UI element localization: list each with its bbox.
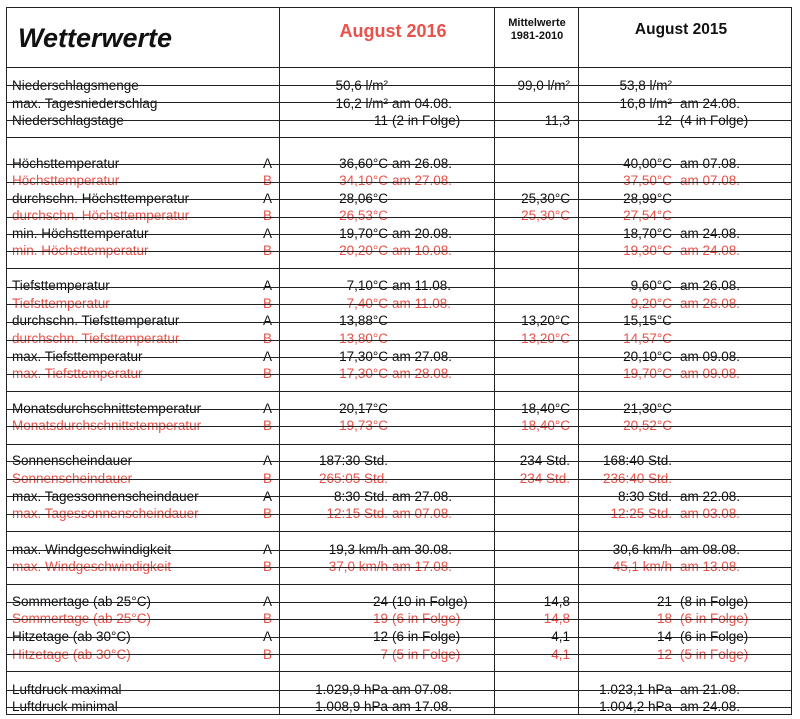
value-2015: 45,1 km/h [612, 559, 672, 574]
value-2016: 28,06°C [339, 191, 388, 206]
detail-2016: (5 in Folge) [392, 647, 461, 662]
station-marker: B [263, 418, 273, 433]
row-divider [6, 199, 792, 200]
station-marker: A [263, 278, 273, 293]
row-label: Sonnenscheindauer [12, 471, 133, 486]
table-title: Wetterwerte [18, 23, 173, 53]
value-mittelwert: 4,1 [551, 629, 570, 644]
row-divider [6, 514, 792, 515]
detail-2015: am 24.08. [680, 96, 741, 111]
row-divider [6, 340, 792, 341]
value-2015: 9,20°C [630, 296, 672, 311]
detail-2016: am 10.08. [392, 243, 453, 258]
row-divider [6, 690, 792, 691]
detail-2016: am 20.08. [392, 226, 453, 241]
station-marker: B [263, 331, 273, 346]
row-divider [6, 357, 792, 358]
detail-2015: (5 in Folge) [680, 647, 749, 662]
value-2016: 16,2 l/m² [335, 96, 388, 111]
detail-2016: am 17.08. [392, 559, 453, 574]
value-2016: 50,6 l/m² [335, 78, 388, 93]
value-2016: 1.029,9 hPa [315, 682, 388, 697]
value-2015: 37,50°C [623, 173, 672, 188]
value-2015: 236:40 Std. [602, 471, 672, 486]
row-divider [6, 707, 792, 708]
value-2016: 17,30°C [339, 366, 388, 381]
row-divider [6, 584, 792, 585]
value-mittelwert: 99,0 l/m² [517, 78, 570, 93]
detail-2016: am 07.08. [392, 506, 453, 521]
detail-2016: am 17.08. [392, 699, 453, 714]
value-mittelwert: 14,8 [543, 611, 570, 626]
row-label: Tiefsttemperatur [12, 296, 110, 311]
row-divider [6, 461, 792, 462]
value-2015: 19,30°C [623, 243, 672, 258]
row-label: Monatsdurchschnittstemperatur [12, 401, 202, 416]
row-divider [6, 567, 792, 568]
value-mittelwert: 25,30°C [521, 208, 570, 223]
row-label: max. Tagessonnenscheindauer [12, 489, 199, 504]
row-divider [6, 602, 792, 603]
detail-2015: am 26.08. [680, 278, 741, 293]
row-divider [6, 322, 792, 323]
row-divider [6, 85, 792, 86]
value-2015: 20,10°C [623, 349, 672, 364]
column-divider [494, 7, 495, 715]
detail-2016: am 04.08. [392, 96, 453, 111]
station-marker: B [263, 208, 273, 223]
station-marker: A [263, 629, 273, 644]
row-label: Luftdruck maximal [12, 682, 122, 697]
value-mittelwert: 18,40°C [521, 418, 570, 433]
value-mittelwert: 4,1 [551, 647, 570, 662]
value-mittelwert: 234 Std. [519, 453, 570, 468]
detail-2015: am 03.08. [680, 506, 741, 521]
detail-2016: am 27.08. [392, 349, 453, 364]
station-marker: B [263, 647, 273, 662]
column-header-august-2016: August 2016 [339, 21, 447, 41]
value-2015: 30,6 km/h [612, 542, 672, 557]
row-divider [6, 444, 792, 445]
detail-2015: am 07.08. [680, 173, 741, 188]
detail-2016: (2 in Folge) [392, 113, 461, 128]
row-divider [6, 409, 792, 410]
value-2015: 28,99°C [623, 191, 672, 206]
detail-2015: am 21.08. [680, 682, 741, 697]
detail-2016: am 07.08. [392, 682, 453, 697]
column-header-august-2015: August 2015 [634, 21, 728, 38]
value-2016: 19,73°C [339, 418, 388, 433]
value-2016: 12 [372, 629, 388, 644]
value-2016: 19,70°C [339, 226, 388, 241]
value-2016: 34,10°C [339, 173, 388, 188]
detail-2015: am 08.08. [680, 542, 741, 557]
value-2016: 265:05 Std. [318, 471, 388, 486]
station-marker: A [263, 313, 273, 328]
row-label: durchschn. Tiefsttemperatur [12, 331, 180, 346]
row-divider [6, 637, 792, 638]
value-2015: 18 [656, 611, 672, 626]
detail-2015: (4 in Folge) [680, 113, 749, 128]
value-2016: 19 [372, 611, 388, 626]
value-2016: 187:30 Std. [318, 453, 388, 468]
row-label: Sommertage (ab 25°C) [12, 594, 151, 609]
mittelwerte-label: Mittelwerte [508, 17, 566, 29]
value-2015: 18,70°C [623, 226, 672, 241]
row-label: min. Höchsttemperatur [12, 243, 149, 258]
row-divider [6, 67, 792, 68]
row-label: durchschn. Höchsttemperatur [12, 191, 190, 206]
row-divider [6, 217, 792, 218]
value-2016: 13,88°C [339, 313, 388, 328]
value-2016: 7 [380, 647, 388, 662]
detail-2016: am 28.08. [392, 366, 453, 381]
station-marker: B [263, 506, 273, 521]
row-divider [6, 479, 792, 480]
station-marker: B [263, 559, 273, 574]
row-label: max. Tagesniederschlag [12, 96, 158, 111]
row-label: Tiefsttemperatur [12, 278, 110, 293]
detail-2015: am 24.08. [680, 243, 741, 258]
value-2015: 15,15°C [623, 313, 672, 328]
detail-2016: (10 in Folge) [392, 594, 468, 609]
detail-2016: am 30.08. [392, 542, 453, 557]
row-label: Luftdruck minimal [12, 699, 118, 714]
detail-2016: am 26.08. [392, 156, 453, 171]
row-label: max. Windgeschwindigkeit [12, 559, 172, 574]
detail-2015: am 22.08. [680, 489, 741, 504]
detail-2015: (6 in Folge) [680, 611, 749, 626]
detail-2015: am 09.08. [680, 349, 741, 364]
value-2016: 1.008,9 hPa [315, 699, 388, 714]
value-2016: 37,0 km/h [328, 559, 388, 574]
row-label: max. Tagessonnenscheindauer [12, 506, 199, 521]
station-marker: B [263, 296, 273, 311]
row-divider [6, 619, 792, 620]
station-marker: A [263, 191, 273, 206]
row-divider [6, 426, 792, 427]
row-divider [6, 164, 792, 165]
row-divider [6, 531, 792, 532]
detail-2016: am 11.08. [392, 296, 452, 311]
value-2015: 20,52°C [623, 418, 672, 433]
value-2016: 8:30 Std. [333, 489, 388, 504]
detail-2015: am 24.08. [680, 699, 741, 714]
detail-2015: (8 in Folge) [680, 594, 749, 609]
station-marker: A [263, 453, 273, 468]
detail-2015: (6 in Folge) [680, 629, 749, 644]
value-2015: 21 [656, 594, 672, 609]
row-label: max. Tiefsttemperatur [12, 366, 143, 381]
value-2015: 12:25 Std. [610, 506, 672, 521]
value-mittelwert: 234 Std. [519, 471, 570, 486]
row-divider [6, 268, 792, 269]
value-2016: 12:15 Std. [326, 506, 388, 521]
value-2015: 19,70°C [623, 366, 672, 381]
station-marker: B [263, 243, 273, 258]
value-2016: 20,17°C [339, 401, 388, 416]
station-marker: A [263, 401, 273, 416]
row-divider [6, 120, 792, 121]
row-divider [6, 287, 792, 288]
value-2015: 40,00°C [623, 156, 672, 171]
row-divider [6, 550, 792, 551]
row-label: Monatsdurchschnittstemperatur [12, 418, 202, 433]
column-divider [578, 7, 579, 715]
mittelwerte-period: 1981-2010 [510, 30, 564, 42]
row-label: min. Höchsttemperatur [12, 226, 149, 241]
detail-2016: am 11.08. [392, 278, 452, 293]
value-2016: 13,80°C [339, 331, 388, 346]
value-mittelwert: 13,20°C [521, 313, 570, 328]
value-mittelwert: 14,8 [543, 594, 570, 609]
value-2015: 1.004,2 hPa [599, 699, 672, 714]
detail-2015: am 07.08. [680, 156, 741, 171]
value-mittelwert: 11,3 [544, 113, 570, 128]
value-2016: 7,10°C [346, 278, 388, 293]
column-header-mittelwerte [486, 17, 588, 43]
value-2016: 20,20°C [339, 243, 388, 258]
station-marker: B [263, 173, 273, 188]
value-2015: 9,60°C [630, 278, 672, 293]
value-2015: 53,8 l/m² [619, 78, 672, 93]
station-marker: A [263, 542, 273, 557]
row-label: max. Windgeschwindigkeit [12, 542, 172, 557]
detail-2016: (6 in Folge) [392, 629, 461, 644]
value-2016: 19,3 km/h [328, 542, 388, 557]
row-label: durchschn. Tiefsttemperatur [12, 313, 180, 328]
row-divider [6, 654, 792, 655]
column-divider [279, 7, 280, 715]
station-marker: B [263, 611, 273, 626]
value-mittelwert: 18,40°C [521, 401, 570, 416]
value-2016: 36,60°C [339, 156, 388, 171]
detail-2016: am 27.08. [392, 489, 453, 504]
row-label: durchschn. Höchsttemperatur [12, 208, 190, 223]
detail-2016: (6 in Folge) [392, 611, 461, 626]
station-marker: B [263, 366, 273, 381]
value-mittelwert: 25,30°C [521, 191, 570, 206]
weather-table [6, 7, 792, 715]
row-divider [6, 671, 792, 672]
value-2015: 12 [656, 113, 672, 128]
row-label: Hitzetage (ab 30°C) [12, 629, 131, 644]
row-label: Höchsttemperatur [12, 156, 120, 171]
value-2015: 8:30 Std. [617, 489, 672, 504]
value-2015: 1.023,1 hPa [599, 682, 672, 697]
row-label: Sonnenscheindauer [12, 453, 133, 468]
value-2015: 14 [656, 629, 672, 644]
station-marker: A [263, 226, 273, 241]
value-mittelwert: 13,20°C [521, 331, 570, 346]
row-label: Hitzetage (ab 30°C) [12, 647, 131, 662]
value-2015: 12 [656, 647, 672, 662]
row-label: Höchsttemperatur [12, 173, 120, 188]
row-divider [6, 391, 792, 392]
row-divider [6, 496, 792, 497]
row-label: Niederschlagstage [12, 113, 124, 128]
value-2016: 7,40°C [346, 296, 388, 311]
row-divider [6, 182, 792, 183]
detail-2016: am 27.08. [392, 173, 453, 188]
detail-2015: am 13.08. [680, 559, 741, 574]
row-divider [6, 137, 792, 138]
station-marker: A [263, 156, 273, 171]
value-2015: 27,54°C [623, 208, 672, 223]
value-2015: 21,30°C [623, 401, 672, 416]
value-2016: 11 [373, 113, 388, 128]
row-divider [6, 234, 792, 235]
row-divider [6, 374, 792, 375]
value-2015: 14,57°C [623, 331, 672, 346]
row-label: max. Tiefsttemperatur [12, 349, 143, 364]
value-2016: 26,53°C [339, 208, 388, 223]
detail-2015: am 26.08. [680, 296, 741, 311]
value-2015: 168:40 Std. [602, 453, 672, 468]
detail-2015: am 09.08. [680, 366, 741, 381]
value-2015: 16,8 l/m² [619, 96, 672, 111]
row-label: Niederschlagsmenge [12, 78, 139, 93]
value-2016: 24 [372, 594, 388, 609]
row-label: Sommertage (ab 25°C) [12, 611, 151, 626]
station-marker: A [263, 349, 273, 364]
row-divider [6, 102, 792, 103]
station-marker: A [263, 594, 273, 609]
row-divider [6, 251, 792, 252]
detail-2015: am 24.08. [680, 226, 741, 241]
station-marker: B [263, 471, 273, 486]
value-2016: 17,30°C [339, 349, 388, 364]
station-marker: A [263, 489, 273, 504]
row-divider [6, 304, 792, 305]
